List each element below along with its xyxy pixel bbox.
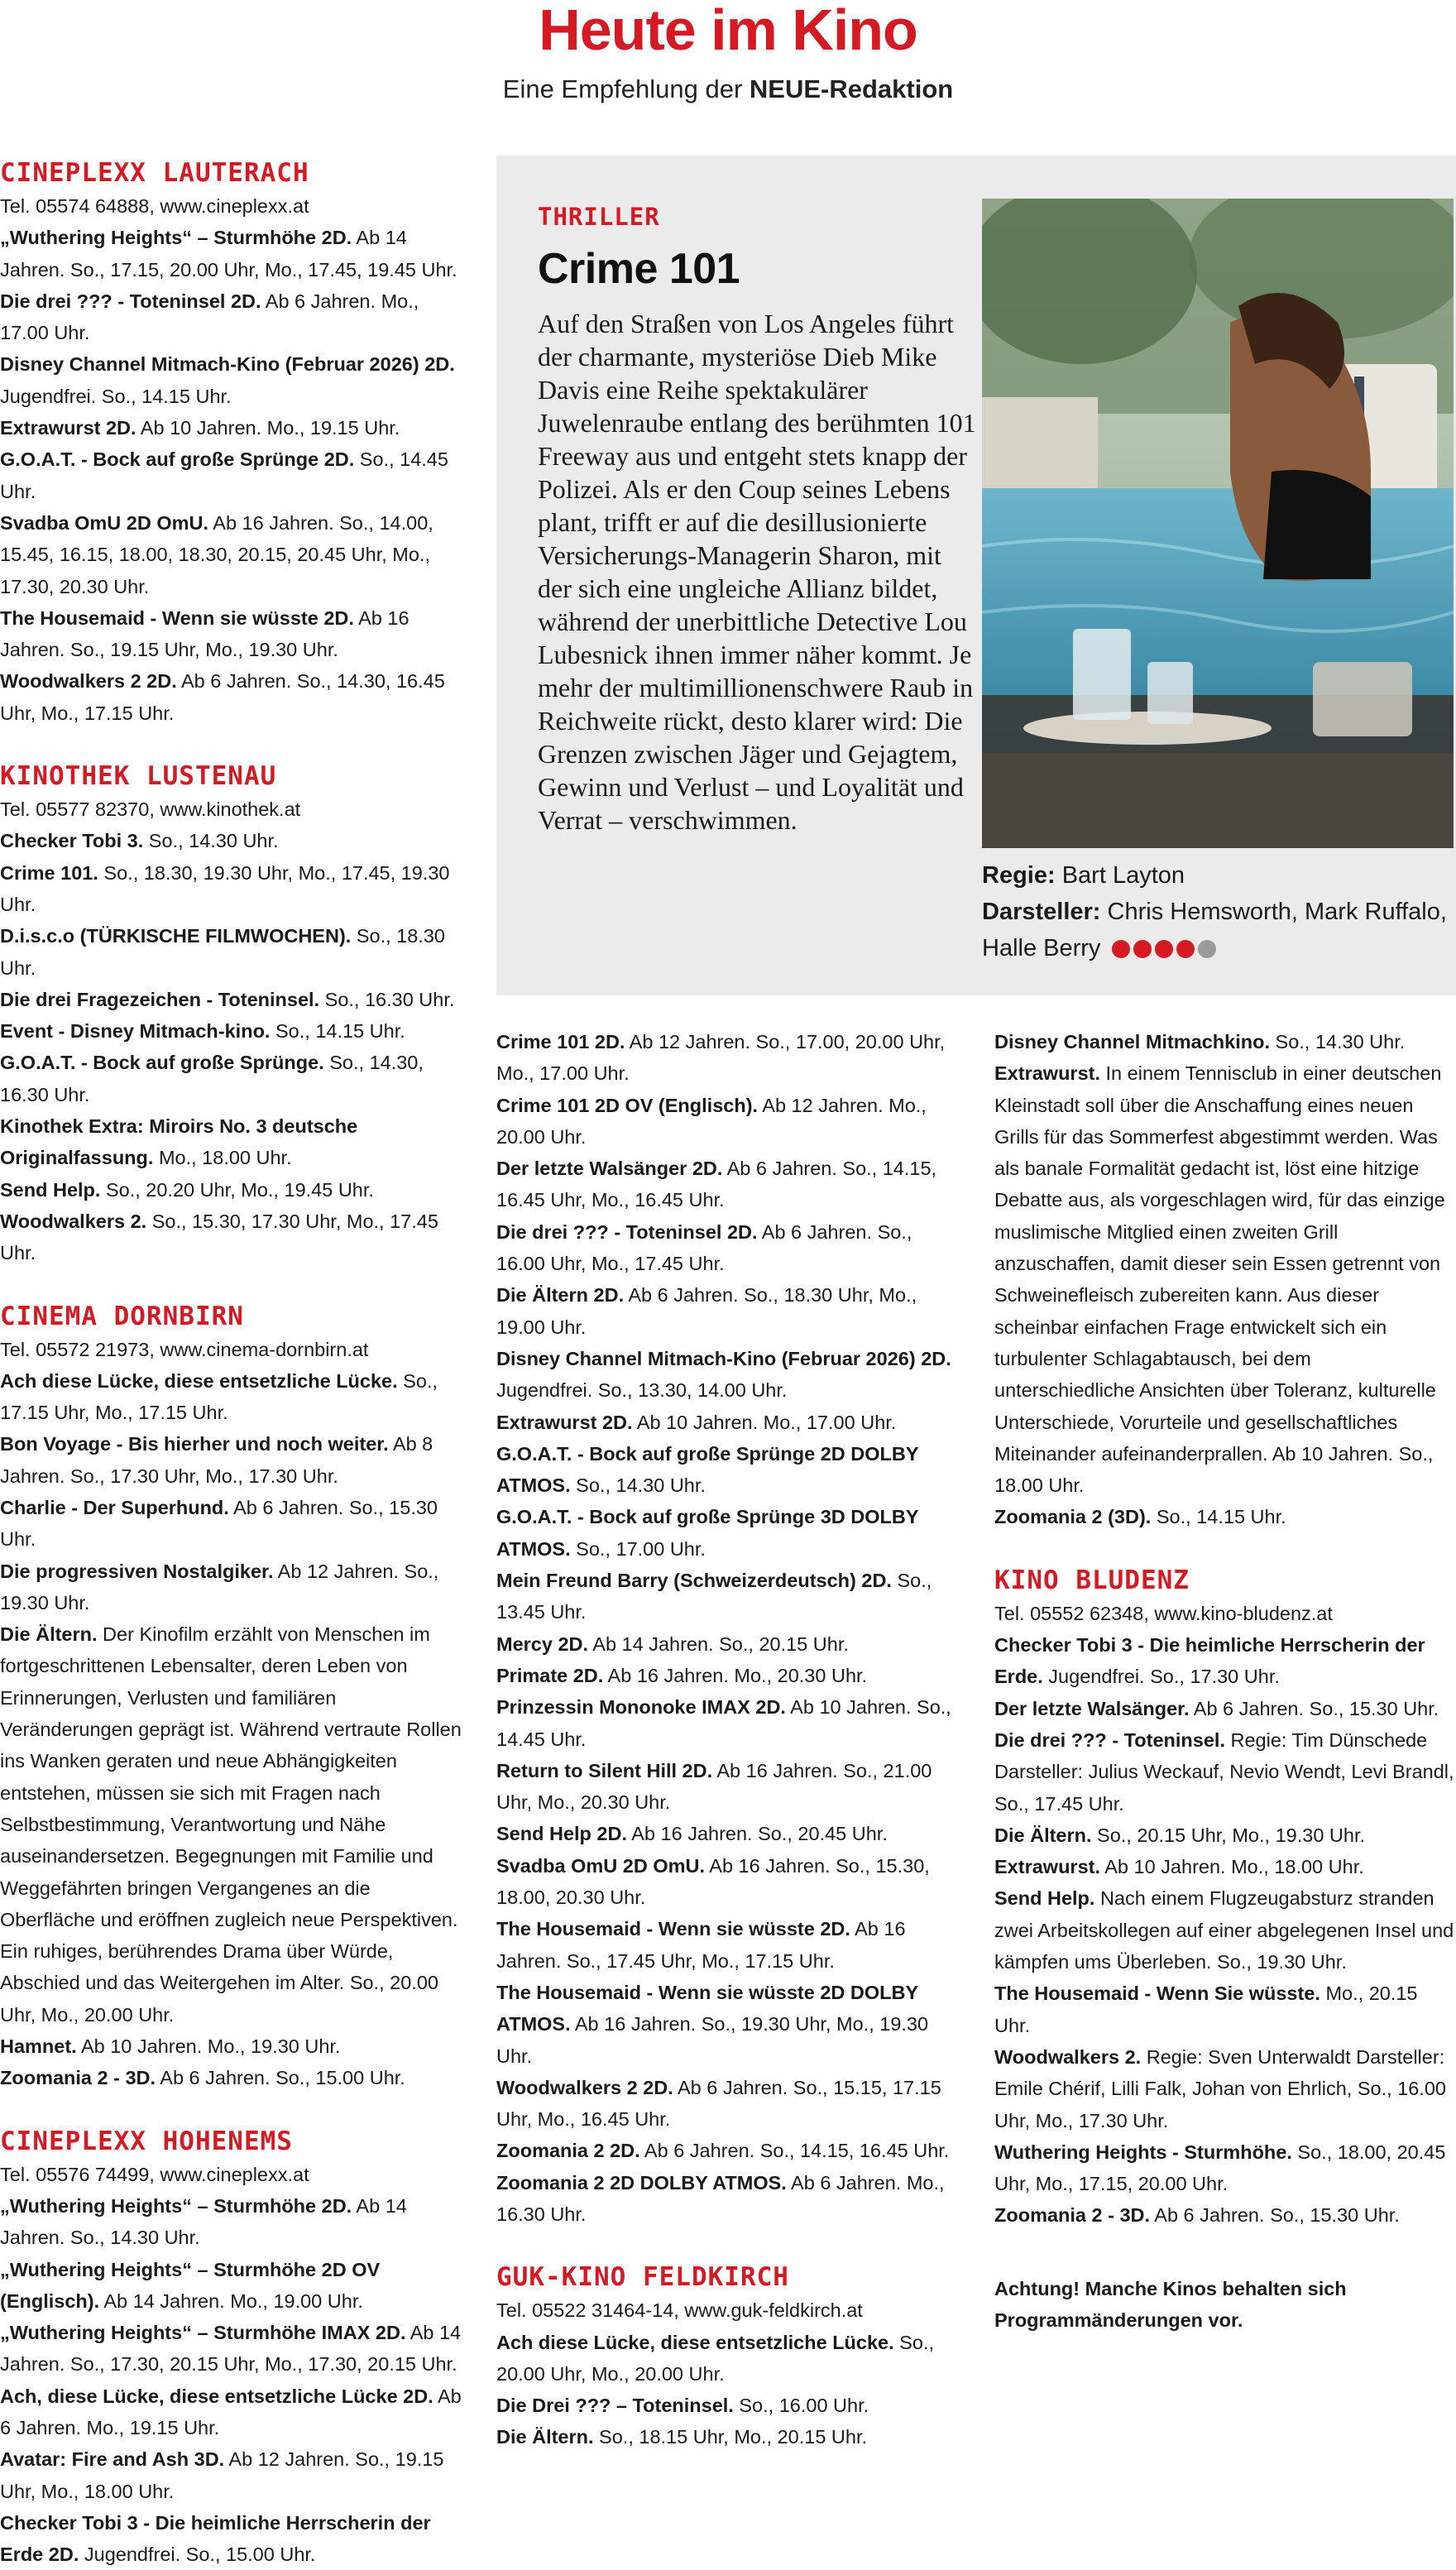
listing-column-3 xyxy=(994,1026,1456,2336)
film-entry xyxy=(496,1026,964,1090)
cinema-section xyxy=(0,156,463,729)
film-title: Die Drei ??? – Toteninsel. xyxy=(496,2395,734,2417)
film-info: Ab 6 Jahren. So., 15.30 Uhr. xyxy=(1150,2204,1400,2227)
film-info: Ab 14 Jahren. So., 17.30, 20.15 Uhr, Mo., 17.30, 20.15 Uhr. xyxy=(0,2322,462,2376)
film-title: Ach diese Lücke, diese entsetzliche Lücke. xyxy=(0,1369,398,1392)
film-info: So., 17.15 Uhr, Mo., 17.15 Uhr. xyxy=(0,1369,438,1424)
film-info: Nach einem Flugzeugabsturz stranden zwei Arbeitskollegen auf einer abgelegenen Insel und kämpfen ums Überleben. So., 19.30 Uhr. xyxy=(994,1887,1454,1973)
film-title: Mein Freund Barry (Schweizerdeutsch) 2D. xyxy=(496,1570,892,1592)
film-title: Charlie - Der Superhund. xyxy=(0,1496,229,1518)
film-info: Ab 10 Jahren. Mo., 17.00 Uhr. xyxy=(632,1411,897,1433)
film-info: Ab 6 Jahren. So., 14.15, 16.45 Uhr. xyxy=(639,2140,950,2162)
film-entry xyxy=(0,2062,463,2093)
film-title: Zoomania 2 (3D). xyxy=(994,1506,1152,1528)
rating-dot-filled xyxy=(1155,940,1173,958)
film-entry xyxy=(994,2199,1456,2231)
cinema-section xyxy=(496,1026,964,2230)
film-entry xyxy=(496,2135,964,2166)
film-title: Disney Channel Mitmachkino. xyxy=(994,1031,1270,1052)
film-entry xyxy=(496,2421,964,2453)
film-info: Ab 14 Jahren. So., 14.30 Uhr. xyxy=(0,2194,407,2249)
film-info: Ab 16 Jahren. So., 19.15 Uhr, Mo., 19.30 Uhr. xyxy=(0,607,410,661)
film-info: So., 16.00 Uhr. xyxy=(733,2395,869,2417)
film-info: Ab 10 Jahren. Mo., 19.15 Uhr. xyxy=(136,417,400,439)
film-info: Ab 16 Jahren. So., 14.00, 15.45, 16.15, 18.00, 18.30, 20.15, 20.45 Uhr, Mo., 17.30, 20.30 Uhr. xyxy=(0,511,433,597)
film-title: „Wuthering Heights“ – Sturmhöhe 2D. xyxy=(0,2194,352,2217)
film-entry xyxy=(0,348,463,412)
director-line xyxy=(982,857,1454,894)
film-entry xyxy=(0,2507,463,2570)
cinema-name: CINEPLEXX HOHENEMS xyxy=(0,2126,293,2156)
film-title: Der letzte Walsänger. xyxy=(994,1697,1190,1719)
film-title: Zoomania 2 2D. xyxy=(496,2140,640,2162)
film-entry xyxy=(0,1556,463,1619)
film-info: Jugendfrei. So., 14.15 Uhr. xyxy=(0,385,232,407)
film-info: Ab 8 Jahren. So., 17.30 Uhr, Mo., 17.30 Uhr. xyxy=(0,1433,433,1487)
film-info: Ab 14 Jahren. So., 17.15, 20.00 Uhr, Mo., 17.45, 19.45 Uhr. xyxy=(0,227,457,280)
film-info: Regie: Tim Dünschede Darsteller: Julius Weckauf, Nevio Wendt, Levi Brandl, So., 17.45 Uhr. xyxy=(994,1729,1454,1815)
film-info: So., 18.30 Uhr. xyxy=(0,925,445,979)
film-entry xyxy=(0,602,463,666)
film-info: Ab 16 Jahren. Mo., 20.30 Uhr. xyxy=(603,1664,868,1686)
film-info: So., 16.30 Uhr. xyxy=(319,988,455,1010)
film-entry xyxy=(0,2190,463,2254)
film-entry xyxy=(496,1691,964,1755)
film-title: Bon Voyage - Bis hierher und noch weiter. xyxy=(0,1433,389,1455)
film-entry xyxy=(496,1850,964,1914)
film-entry xyxy=(994,1820,1456,1851)
film-title: Die progressiven Nostalgiker. xyxy=(0,1560,274,1582)
film-info: So., 20.00 Uhr, Mo., 20.00 Uhr. xyxy=(496,2331,934,2385)
film-entry xyxy=(0,1428,463,1492)
film-title: Kinothek Extra: Miroirs No. 3 deutsche Originalfassung. xyxy=(0,1115,358,1169)
film-info: Ab 6 Jahren. Mo., 16.30 Uhr. xyxy=(496,2171,945,2225)
cinema-contact: Tel. 05577 82370, www.kinothek.at xyxy=(0,798,301,821)
director-label: Regie: xyxy=(982,862,1056,889)
film-title: Der letzte Walsänger 2D. xyxy=(496,1158,723,1180)
film-title: Checker Tobi 3 - Die heimliche Herrscherin der Erde 2D. xyxy=(0,2511,431,2566)
film-entry xyxy=(496,1438,964,1502)
film-entry xyxy=(0,857,463,921)
film-title: The Housemaid - Wenn sie wüsste 2D DOLBY ATMOS. xyxy=(496,1981,918,2035)
film-title: Zoomania 2 - 3D. xyxy=(994,2204,1151,2227)
film-title: Svadba OmU 2D OmU. xyxy=(496,1854,706,1877)
poolside-photo-illustration xyxy=(982,199,1454,848)
film-entry xyxy=(0,1206,463,1269)
film-info: So., 14.15 Uhr. xyxy=(1151,1506,1286,1528)
cinema-section xyxy=(994,1026,1456,1533)
film-info: Ab 16 Jahren. So., 20.45 Uhr. xyxy=(627,1823,888,1845)
film-entry xyxy=(496,1565,964,1628)
film-entry xyxy=(0,2381,463,2444)
film-info: Ab 12 Jahren. Mo., 20.00 Uhr. xyxy=(496,1094,927,1148)
film-entry xyxy=(496,2390,964,2421)
film-title: The Housemaid - Wenn sie wüsste 2D. xyxy=(0,607,354,629)
film-info: Ab 14 Jahren. Mo., 19.00 Uhr. xyxy=(99,2290,363,2312)
film-info: Ab 6 Jahren. So., 14.15, 16.45 Uhr, Mo., 16.45 Uhr. xyxy=(496,1158,937,1211)
film-info: So., 14.30 Uhr. xyxy=(570,1474,706,1497)
film-info: Der Kinofilm erzählt von Menschen im fortgeschrittenen Lebensalter, deren Leben von Erinnerungen, Verlusten und familiären Veränderungen geprägt ist. Während vertraute Rollen ins Wanken geraten und neue Abhängigkeiten entstehen, müssen sie sich mit Fragen nach Selbstbestimmung, Verantwortung und Nähe auseinandersetzen. Begegnungen mit Familie und Weggefährten bringen Vergangenes an die Oberfläche und eröffnen zugleich neue Perspektiven. Ein ruhiges, berührendes Drama über Würde, Abschied und das Weitergehen im Alter. So., 20.00 Uhr, Mo., 20.00 Uhr. xyxy=(0,1623,462,2026)
cinema-contact: Tel. 05572 21973, www.cinema-dornbirn.at xyxy=(0,1338,369,1360)
film-entry xyxy=(496,1216,964,1280)
film-title: Die Ältern. xyxy=(496,2426,594,2448)
film-info: So., 18.00, 20.45 Uhr, Mo., 17.15, 20.00 Uhr. xyxy=(994,2141,1446,2195)
film-title: Woodwalkers 2 2D. xyxy=(0,670,177,693)
rating-dot-empty xyxy=(1198,940,1216,958)
film-entry xyxy=(994,1978,1456,2041)
film-info: Mo., 20.15 Uhr. xyxy=(994,1983,1418,2036)
film-title: Prinzessin Mononoke IMAX 2D. xyxy=(496,1696,786,1719)
film-title: Primate 2D. xyxy=(496,1664,604,1686)
film-entry xyxy=(0,2031,463,2062)
film-title: Mercy 2D. xyxy=(496,1633,589,1655)
film-title: G.O.A.T. - Bock auf große Sprünge. xyxy=(0,1052,324,1074)
film-title: Crime 101 2D. xyxy=(496,1031,625,1052)
footer-note: Achtung! Manche Kinos behalten sich Programmänderungen vor. xyxy=(994,2277,1347,2331)
film-title: Hamnet. xyxy=(0,2035,77,2058)
film-info: Ab 6 Jahren. So., 14.30, 16.45 Uhr, Mo., 17.15 Uhr. xyxy=(0,670,445,724)
film-title: Extrawurst. xyxy=(994,1856,1100,1878)
cinema-section xyxy=(0,759,463,1268)
film-entry xyxy=(496,1977,964,2072)
film-info: Ab 6 Jahren. Mo., 17.00 Uhr. xyxy=(0,290,419,344)
film-title: Crime 101. xyxy=(0,861,98,884)
film-title: Svadba OmU 2D OmU. xyxy=(0,511,209,534)
film-info: So., 18.15 Uhr, Mo., 20.15 Uhr. xyxy=(593,2426,868,2448)
film-entry xyxy=(994,1851,1456,1882)
film-title: Checker Tobi 3 - Die heimliche Herrscherin der Erde. xyxy=(994,1634,1425,1688)
film-title: Ach diese Lücke, diese entsetzliche Lücke. xyxy=(496,2331,894,2353)
film-info: So., 18.30, 19.30 Uhr, Mo., 17.45, 19.30 Uhr. xyxy=(0,861,450,915)
rating-dot-filled xyxy=(1176,940,1195,958)
film-title: Event - Disney Mitmach-kino. xyxy=(0,1020,271,1043)
film-info: Ab 12 Jahren. So., 19.30 Uhr. xyxy=(0,1560,439,1613)
film-entry xyxy=(0,1174,463,1206)
film-title: Avatar: Fire and Ash 3D. xyxy=(0,2448,225,2471)
film-title: Die Ältern. xyxy=(0,1623,98,1646)
subtitle-prefix: Eine Empfehlung der xyxy=(502,74,750,103)
director-name: Bart Layton xyxy=(1061,862,1185,889)
film-entry xyxy=(496,1913,964,1977)
film-entry xyxy=(994,1026,1456,1057)
film-entry xyxy=(0,507,463,602)
film-info: Ab 6 Jahren. So., 15.30 Uhr. xyxy=(1189,1697,1439,1719)
film-entry xyxy=(0,920,463,984)
film-title: Ach, diese Lücke, diese entsetzliche Lücke 2D. xyxy=(0,2385,433,2407)
film-title: Woodwalkers 2. xyxy=(0,1210,147,1232)
cinema-contact: Tel. 05522 31464-14, www.guk-feldkirch.at xyxy=(496,2299,863,2322)
film-title: „Wuthering Heights“ – Sturmhöhe 2D. xyxy=(0,227,352,249)
film-title: Die Ältern 2D. xyxy=(496,1284,625,1307)
cinema-name: CINEPLEXX LAUTERACH xyxy=(0,158,309,188)
film-title: Disney Channel Mitmach-Kino (Februar 2026) 2D. xyxy=(0,353,455,376)
film-info: Ab 10 Jahren. Mo., 18.00 Uhr. xyxy=(1100,1856,1364,1878)
film-entry xyxy=(994,1501,1456,1532)
film-entry xyxy=(0,1047,463,1110)
film-info: Ab 16 Jahren. So., 17.45 Uhr, Mo., 17.15 Uhr. xyxy=(496,1918,906,1972)
film-entry xyxy=(0,1618,463,2031)
cast-line xyxy=(982,894,1454,966)
feature-text xyxy=(538,201,976,837)
cinema-section xyxy=(994,1563,1456,2232)
film-title: Crime 101 2D OV (Englisch). xyxy=(496,1094,759,1116)
film-entry xyxy=(0,825,463,856)
film-title: Extrawurst 2D. xyxy=(0,417,136,439)
film-entry xyxy=(496,1343,964,1407)
film-entry xyxy=(994,2136,1456,2200)
film-info: Ab 12 Jahren. So., 17.00, 20.00 Uhr, Mo., 17.00 Uhr. xyxy=(496,1031,946,1085)
cinema-contact: Tel. 05576 74499, www.cineplexx.at xyxy=(0,2163,309,2185)
film-entry xyxy=(496,2167,964,2231)
film-title: D.i.s.c.o (TÜRKISCHE FILMWOCHEN). xyxy=(0,925,352,947)
film-entry xyxy=(0,2254,463,2318)
film-info: So., 17.00 Uhr. xyxy=(570,1537,706,1560)
cast-label: Darsteller: xyxy=(982,899,1101,925)
film-title: Zoomania 2 2D DOLBY ATMOS. xyxy=(496,2171,787,2194)
film-info: So., 14.30 Uhr. xyxy=(143,830,279,852)
film-entry xyxy=(0,222,463,285)
film-entry xyxy=(496,1090,964,1153)
film-entry xyxy=(496,2327,964,2390)
film-entry xyxy=(0,984,463,1015)
film-entry xyxy=(994,1693,1456,1724)
film-entry xyxy=(994,1724,1456,1820)
film-title: Die Ältern. xyxy=(994,1824,1092,1846)
film-title: Send Help. xyxy=(0,1178,101,1201)
film-info: Regie: Sven Unterwaldt Darsteller: Emile Chérif, Lilli Falk, Johan von Ehrlich, So., 16.00 Uhr, Mo., 17.30 Uhr. xyxy=(994,2045,1446,2131)
film-title: G.O.A.T. - Bock auf große Sprünge 2D DOLBY ATMOS. xyxy=(496,1442,919,1497)
film-entry xyxy=(496,1755,964,1819)
film-entry xyxy=(0,665,463,729)
cinema-section xyxy=(496,2260,964,2453)
film-title: Die drei ??? - Toteninsel 2D. xyxy=(0,290,261,312)
film-entry xyxy=(0,2443,463,2507)
feature-photo xyxy=(982,199,1454,848)
film-info: Ab 6 Jahren. So., 15.00 Uhr. xyxy=(156,2067,405,2089)
film-entry xyxy=(0,2317,463,2381)
film-info: Ab 14 Jahren. So., 20.15 Uhr. xyxy=(588,1633,849,1655)
feature-title: Crime 101 xyxy=(538,245,740,293)
film-entry xyxy=(994,1057,1456,1501)
film-info: So., 14.45 Uhr. xyxy=(0,448,448,502)
film-title: Send Help 2D. xyxy=(496,1823,628,1845)
film-entry xyxy=(496,1501,964,1565)
rating-dot-filled xyxy=(1112,940,1130,958)
listing-column-2 xyxy=(496,1026,964,2453)
cinema-name: KINOTHEK LUSTENAU xyxy=(0,761,277,792)
film-entry xyxy=(496,1818,964,1849)
cast-names: Chris Hemsworth, Mark Ruffalo, Halle Berry xyxy=(982,899,1447,961)
film-title: Die drei ??? - Toteninsel 2D. xyxy=(496,1220,758,1243)
rating-dot-filled xyxy=(1133,940,1152,958)
film-entry xyxy=(496,1279,964,1343)
film-entry xyxy=(994,2041,1456,2136)
page-title: Heute im Kino xyxy=(539,0,917,62)
film-info: Ab 6 Jahren. So., 15.15, 17.15 Uhr, Mo., 16.45 Uhr. xyxy=(496,2076,941,2131)
film-entry xyxy=(0,285,463,349)
film-info: Ab 16 Jahren. So., 15.30, 18.00, 20.30 Uhr. xyxy=(496,1854,930,1909)
film-info: Mo., 18.00 Uhr. xyxy=(153,1147,292,1169)
film-info: Ab 6 Jahren. So., 15.30 Uhr. xyxy=(0,1496,438,1551)
film-entry xyxy=(0,444,463,507)
film-title: Extrawurst. xyxy=(994,1062,1100,1085)
film-entry xyxy=(496,1628,964,1660)
film-title: „Wuthering Heights“ – Sturmhöhe IMAX 2D. xyxy=(0,2322,406,2344)
cinema-name: KINO BLUDENZ xyxy=(994,1565,1190,1595)
film-info: Jugendfrei. So., 15.00 Uhr. xyxy=(79,2544,316,2566)
cinema-name: CINEMA DORNBIRN xyxy=(0,1301,244,1331)
feature-genre: THRILLER xyxy=(538,203,660,231)
film-title: Return to Silent Hill 2D. xyxy=(496,1759,713,1781)
cinema-contact: Tel. 05574 64888, www.cineplexx.at xyxy=(0,195,309,217)
rating-dots xyxy=(1112,940,1216,958)
feature-box xyxy=(496,156,1456,995)
film-title: G.O.A.T. - Bock auf große Sprünge 3D DOLBY ATMOS. xyxy=(496,1506,919,1560)
film-title: Zoomania 2 - 3D. xyxy=(0,2067,156,2089)
film-title: G.O.A.T. - Bock auf große Sprünge 2D. xyxy=(0,448,355,471)
film-title: The Housemaid - Wenn Sie wüsste. xyxy=(994,1983,1320,2005)
film-title: Disney Channel Mitmach-Kino (Februar 2026) 2D. xyxy=(496,1347,951,1369)
film-info: Jugendfrei. So., 17.30 Uhr. xyxy=(1042,1666,1280,1688)
cinema-contact: Tel. 05552 62348, www.kino-bludenz.at xyxy=(994,1602,1333,1624)
film-title: Wuthering Heights - Sturmhöhe. xyxy=(994,2141,1292,2163)
film-info: So., 20.15 Uhr, Mo., 19.30 Uhr. xyxy=(1091,1824,1366,1846)
film-entry xyxy=(0,412,463,444)
film-info: So., 14.15 Uhr. xyxy=(270,1020,405,1043)
film-title: Die drei ??? - Toteninsel. xyxy=(994,1729,1225,1751)
film-entry xyxy=(496,1407,964,1438)
film-entry xyxy=(994,1882,1456,1978)
film-info: Ab 10 Jahren. Mo., 19.30 Uhr. xyxy=(76,2035,341,2058)
page-subtitle xyxy=(0,74,1456,104)
film-info: So., 15.30, 17.30 Uhr, Mo., 17.45 Uhr. xyxy=(0,1210,438,1264)
feature-description: Auf den Straßen von Los Angeles führt der charmante, mysteriöse Dieb Mike Davis eine Reihe spektakulärer Juwelenraube entlang des berühmten 101 Freeway aus und entgeht stets knapp der Polizei. Als er den Coup seines Lebens plant, trifft er auf die desillusionierte Versicherungs-Managerin Sharon, mit der sich eine ungleiche Allianz bildet, während der unerbittliche Detective Lou Lubesnick ihnen immer näher kommt. Je mehr der multimillionenschwere Raub in Reichweite rückt, desto klarer wird: Die Grenzen zwischen Jäger und Gejagtem, Gewinn und Verlust – und Loyalität und Verrat – verschwimmen. xyxy=(538,309,976,835)
film-info: Ab 6 Jahren. So., 16.00 Uhr, Mo., 17.45 Uhr. xyxy=(496,1220,912,1275)
film-entry xyxy=(496,1660,964,1691)
film-entry xyxy=(496,2072,964,2136)
film-info: So., 13.45 Uhr. xyxy=(496,1570,932,1623)
film-info: Ab 6 Jahren. So., 18.30 Uhr, Mo., 19.00 Uhr. xyxy=(496,1284,917,1338)
film-info: So., 20.20 Uhr, Mo., 19.45 Uhr. xyxy=(100,1178,374,1201)
film-entry xyxy=(0,1015,463,1047)
cinema-section xyxy=(0,2124,463,2570)
film-info: Ab 10 Jahren. So., 14.45 Uhr. xyxy=(496,1696,951,1750)
film-info: Ab 12 Jahren. So., 19.15 Uhr, Mo., 18.00 Uhr. xyxy=(0,2448,444,2502)
film-title: Extrawurst 2D. xyxy=(496,1411,633,1433)
cinema-section xyxy=(0,1299,463,2094)
film-title: Die drei Fragezeichen - Toteninsel. xyxy=(0,988,320,1010)
film-info: Ab 6 Jahren. Mo., 19.15 Uhr. xyxy=(0,2385,462,2438)
film-title: „Wuthering Heights“ – Sturmhöhe 2D OV (Englisch). xyxy=(0,2258,381,2312)
film-info: Jugendfrei. So., 13.30, 14.00 Uhr. xyxy=(496,1379,788,1402)
film-entry xyxy=(0,1492,463,1556)
film-info: So., 14.30, 16.30 Uhr. xyxy=(0,1052,424,1105)
film-title: Checker Tobi 3. xyxy=(0,830,144,852)
feature-credits xyxy=(982,857,1454,966)
film-info: Ab 16 Jahren. So., 21.00 Uhr, Mo., 20.30 Uhr. xyxy=(496,1759,932,1814)
film-info: So., 14.30 Uhr. xyxy=(1269,1031,1406,1052)
listing-column-1 xyxy=(0,156,463,2570)
film-entry xyxy=(496,1153,964,1216)
film-entry xyxy=(0,1365,463,1429)
film-entry xyxy=(994,1629,1456,1693)
film-title: Woodwalkers 2 2D. xyxy=(496,2076,673,2098)
film-title: The Housemaid - Wenn sie wüsste 2D. xyxy=(496,1918,850,1940)
film-title: Woodwalkers 2. xyxy=(994,2045,1142,2068)
film-info: Ab 16 Jahren. So., 19.30 Uhr, Mo., 19.30 Uhr. xyxy=(496,2013,929,2067)
film-info: In einem Tennisclub in einer deutschen Kleinstadt soll über die Anschaffung eines neuen Grills für das Sommerfest abgestimmt werden. Was als banale Formalität gedacht ist, löst eine hitzige Debatte aus, als vorgeschlagen wird, für das einzige muslimische Mitglied einen zweiten Grill anzuschaffen, damit dieser sein Essen getrennt von Schweinefleisch zubereiten kann. Aus dieser scheinbar einfachen Frage entwickelt sich ein turbulenter Schlagabtausch, bei dem unterschiedliche Ansichten über Toleranz, kulturelle Unterschiede, Vorurteile und gesellschaftliches Miteinander aufeinanderprallen. Ab 10 Jahren. So., 18.00 Uhr. xyxy=(994,1062,1445,1497)
cinema-name: GUK-KINO FELDKIRCH xyxy=(496,2262,789,2293)
film-title: Send Help. xyxy=(994,1887,1095,1910)
film-entry xyxy=(0,1110,463,1174)
subtitle-bold: NEUE-Redaktion xyxy=(749,74,954,103)
